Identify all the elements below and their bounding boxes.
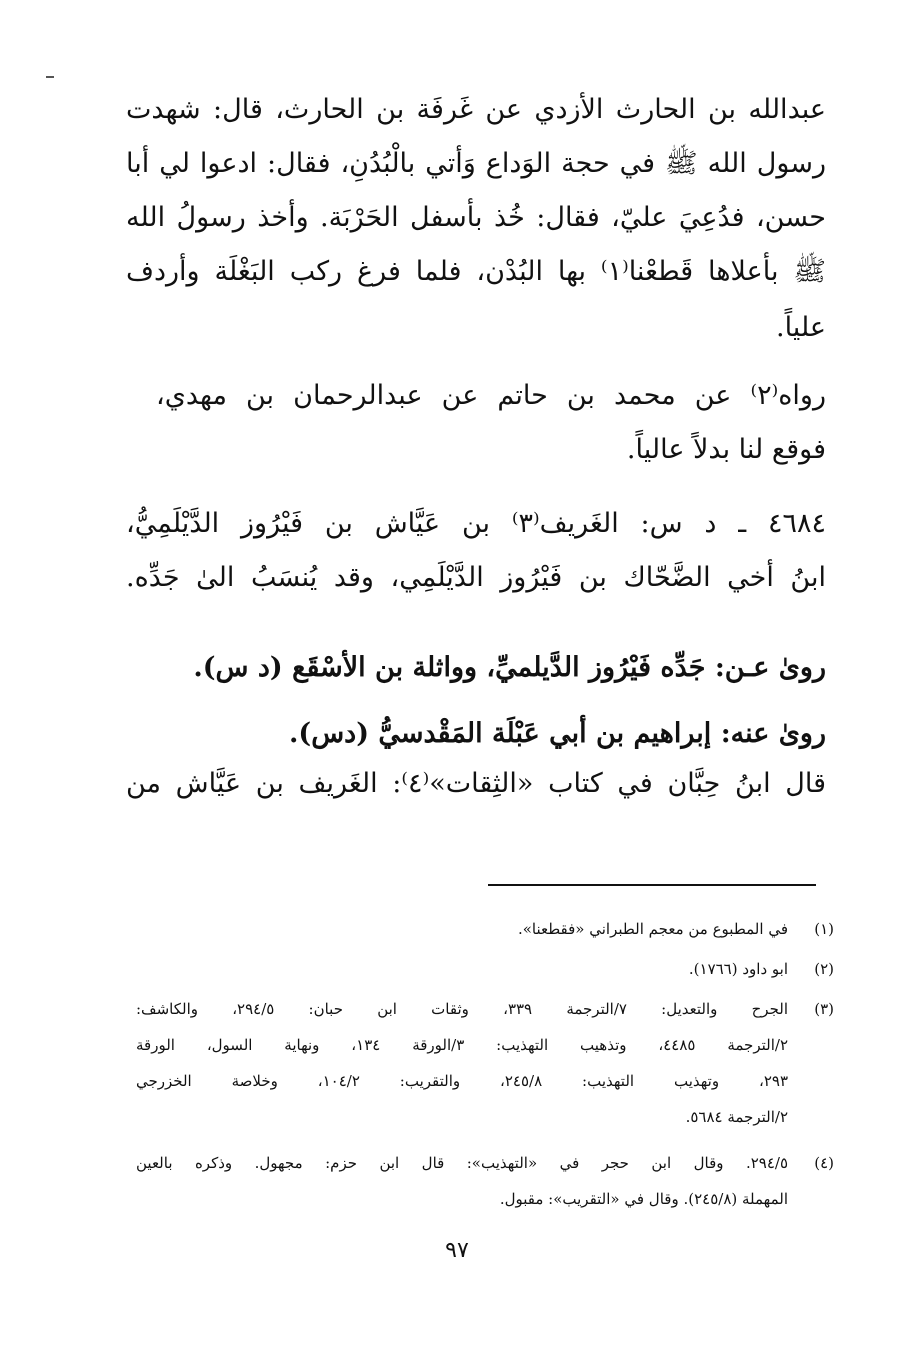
footnote-1-text: في المطبوع من معجم الطبراني «فقطعنا». [517,920,788,938]
body-line-1: عبدالله بن الحارث الأزدي عن غَرفَة بن الحارث، قال: شهدت [126,94,826,125]
footnote-3-number: (٣) [814,1000,834,1018]
footnote-4-line-2: المهملة (٢٤٥/٨). وقال في «التقريب»: مقبول. [499,1190,788,1208]
page-number: ٩٧ [445,1238,469,1263]
body-line-12: قال ابنُ حِبَّان في كتاب «الثِقات»⁽٤⁾: الغَريف بن عَيَّاش من [126,768,827,799]
body-line-9: ابنُ أخي الضَّحّاك بن فَيْرُوز الدَّيْلَمِي، وقد يُنسَبُ الىٰ جَدِّه. [126,562,826,593]
footnote-3-line-2: ٢/الترجمة ٤٤٨٥، وتذهيب التهذيب: ٣/الورقة ١٣٤، ونهاية السول، الورقة [136,1036,788,1054]
footnote-separator [488,884,816,886]
footnote-2-text: ابو داود (١٧٦٦). [688,960,788,978]
body-line-6: رواه⁽٢⁾ عن محمد بن حاتم عن عبدالرحمان بن مهدي، [156,380,826,411]
footnote-3-line-1: الجرح والتعديل: ٧/الترجمة ٣٣٩، وثقات ابن حبان: ٢٩٤/٥، والكاشف: [136,1000,788,1018]
footnote-2-number: (٢) [814,960,834,978]
body-line-2: رسول الله ﷺ في حجة الوَداع وَأتي بالْبُدُنِ، فقال: ادعوا لي أبا [126,148,826,179]
body-line-5: علياً. [775,312,826,343]
footnote-1-number: (١) [814,920,834,938]
footnote-3-line-3: ٢٩٣، وتهذيب التهذيب: ٢٤٥/٨، والتقريب: ١٠٤/٢، وخلاصة الخزرجي [136,1072,788,1090]
entry-heading-line: ٤٦٨٤ ـ د س: الغَريف⁽٣⁾ بن عَيَّاش بن فَيْرُوز الدَّيْلَمِيُّ، [126,508,826,539]
narrated-by-line: روىٰ عنه: إبراهيم بن أبي عَبْلَة المَقْدسيُّ (دس). [289,718,826,749]
body-line-3: حسن، فدُعِيَ عليّ، فقال: خُذ بأسفل الحَرْبَة. وأخذ رسولُ الله [126,202,826,233]
footnote-3-line-4: ٢/الترجمة ٥٦٨٤. [685,1108,788,1126]
margin-mark [46,76,54,78]
body-line-4: ﷺ بأعلاها قَطعْنا⁽١⁾ بها البُدْن، فلما فرغ ركب البَغْلَة وأردف [126,256,826,287]
footnote-4-number: (٤) [814,1154,834,1172]
body-line-7: فوقع لنا بدلاً عالياً. [626,434,826,465]
narrated-from-line: روىٰ عـن: جَدِّه فَيْرُوز الدَّيلميِّ، وواثلة بن الأسْقَع (د س). [193,652,826,683]
footnote-4-line-1: ٢٩٤/٥. وقال ابن حجر في «التهذيب»: قال ابن حزم: مجهول. وذكره بالعين [136,1154,788,1172]
